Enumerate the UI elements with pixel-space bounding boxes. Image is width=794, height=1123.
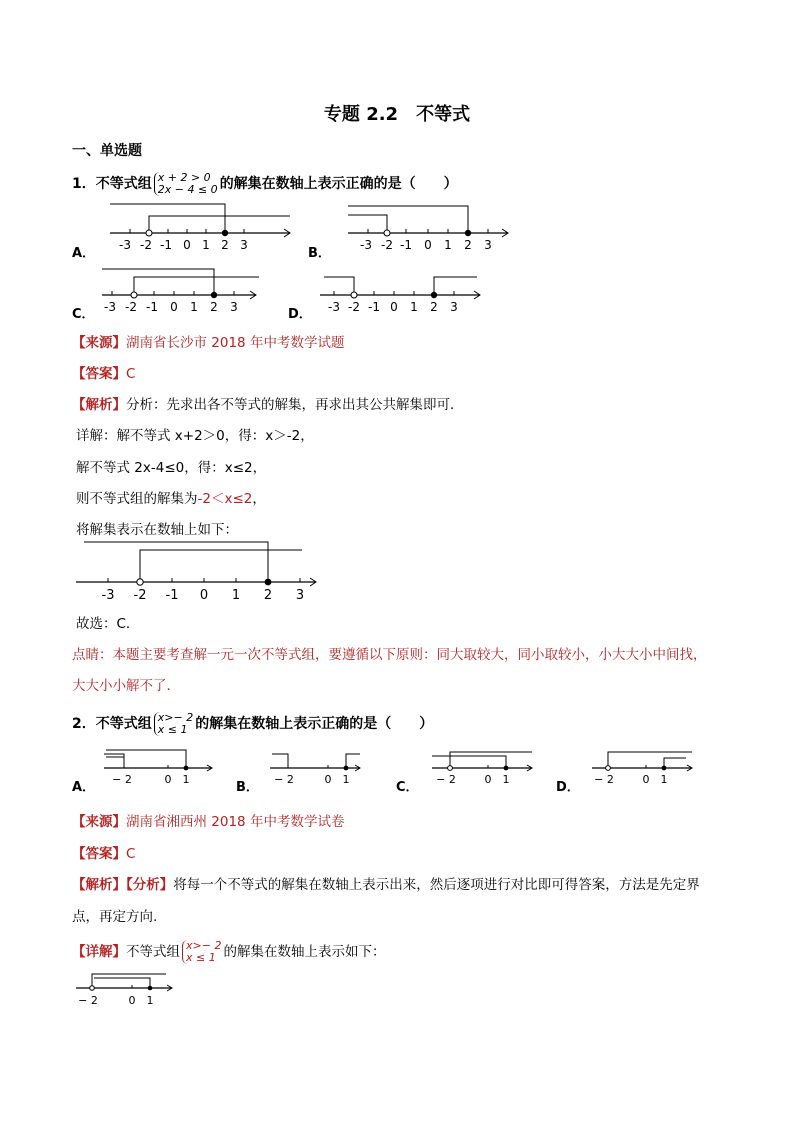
ray-left-a [104, 754, 124, 768]
detail3-c: ， [252, 491, 266, 507]
open-dot [90, 986, 95, 991]
q1-answer [72, 362, 135, 382]
tick-label: 1 [502, 773, 510, 786]
q2-source [72, 810, 344, 830]
q2-option-b-numberline [266, 742, 366, 788]
closed-dot [265, 579, 272, 586]
answer-text: C [126, 366, 136, 382]
closed-dot [344, 766, 349, 771]
tick-label: -1 [160, 238, 172, 252]
source-tag: 【来源】 [72, 335, 126, 351]
ray-right [140, 550, 302, 582]
section-heading: 一、单选题 [72, 143, 142, 159]
q1-number: 1． [72, 176, 96, 192]
ray-left [110, 204, 225, 233]
q2-number: 2． [72, 716, 96, 732]
ray-right [346, 754, 360, 768]
tick-label: 0 [642, 773, 650, 786]
q1-detail-line4: 将解集表示在数轴上如下： [76, 522, 238, 538]
tick-label: 0 [170, 300, 178, 314]
tick-label: -3 [360, 238, 372, 252]
tick-label: -1 [165, 588, 179, 603]
tick-label: -1 [368, 300, 380, 314]
answer-tag: 【答案】 [72, 366, 126, 382]
closed-dot [431, 292, 437, 298]
q2-detail-sys-line1: x>− 2 [186, 939, 222, 952]
q2-option-b-label: B． [236, 780, 259, 795]
q1-detail-line2: 解不等式 2x-4≤0，得：x≤2， [76, 460, 267, 476]
ray-left [432, 756, 506, 768]
ray-right [134, 277, 259, 295]
tick-label: -2 [140, 238, 152, 252]
tick-label: − 2 [436, 773, 456, 786]
source-text: 湖南省湘西州 2018 年中考数学试卷 [126, 814, 345, 830]
ray-right [434, 277, 477, 295]
q2-suffix: 的解集在数轴上表示正确的是（ ） [195, 716, 434, 732]
q2-detail [72, 940, 385, 964]
ray-left-b [106, 750, 186, 768]
q1-option-a-label: A． [72, 246, 96, 261]
q1-option-b-label: B． [308, 246, 331, 261]
q1-detail-line1: 详解：解不等式 x+2＞0，得：x＞-2， [76, 428, 314, 444]
tick-label: 1 [342, 773, 350, 786]
q1-option-c-numberline [94, 265, 264, 325]
detail3-a: 则不等式组的解集为 [76, 491, 198, 507]
q2-option-a-numberline [100, 742, 220, 788]
q2-sys-line1: x>− 2 [157, 711, 194, 724]
q1-analysis [72, 393, 464, 413]
q1-stem [72, 172, 458, 196]
closed-dot [662, 766, 667, 771]
detail-tag: 【详解】 [72, 944, 126, 960]
tick-label: 2 [430, 300, 438, 314]
closed-dot [222, 230, 228, 236]
open-dot [606, 766, 611, 771]
q1-sys-line2: 2x − 4 ≤ 0 [157, 183, 218, 196]
tick-label: -2 [133, 588, 147, 603]
q2-inequality-system [154, 712, 193, 736]
source-text: 湖南省长沙市 2018 年中考数学试题 [126, 335, 345, 351]
q1-prefix: 不等式组 [95, 176, 152, 192]
q1-source [72, 331, 344, 351]
analysis-text: 分析：先求出各不等式的解集，再求出其公共解集即可． [126, 397, 464, 413]
tick-label: 0 [484, 773, 492, 786]
q2-answer [72, 842, 135, 862]
q1-option-c-label: C． [72, 307, 95, 322]
detail-suffix: 的解集在数轴上表示如下： [223, 944, 386, 960]
tick-label: 3 [450, 300, 458, 314]
ray-left-closed [348, 206, 468, 233]
open-dot [448, 766, 453, 771]
tick-label: − 2 [274, 773, 294, 786]
detail3-solution: -2＜x≤2 [197, 491, 253, 507]
q2-sys-line2: x ≤ 1 [157, 723, 188, 736]
q2-option-d-label: D． [556, 780, 580, 795]
q1-option-a-numberline [100, 200, 300, 260]
tick-label: 2 [263, 588, 273, 603]
ray-left [84, 542, 268, 582]
analysis-tag: 【解析】【分析】 [72, 877, 174, 893]
tick-label: -3 [119, 238, 131, 252]
q2-detail-sys-line2: x ≤ 1 [186, 951, 216, 964]
tick-label: 1 [410, 300, 418, 314]
ray-right [92, 974, 166, 988]
q2-option-d-numberline [588, 742, 698, 788]
closed-dot [504, 766, 509, 771]
open-dot [131, 292, 137, 298]
q1-option-b-numberline [338, 200, 518, 260]
q1-inequality-system [154, 172, 218, 196]
tick-label: 0 [128, 994, 136, 1007]
tick-label: 2 [464, 238, 472, 252]
tick-label: 3 [240, 238, 248, 252]
closed-dot [148, 986, 153, 991]
tick-label: 0 [199, 588, 209, 603]
tick-label: 0 [424, 238, 432, 252]
answer-tag: 【答案】 [72, 846, 126, 862]
q2-analysis-line2: 点，再定方向. [72, 909, 158, 925]
closed-dot [211, 292, 217, 298]
analysis-text: 将每一个不等式的解集在数轴上表示出来，然后逐项进行对比即可得答案，方法是先定界 [173, 877, 700, 893]
tick-label: 0 [183, 238, 191, 252]
q1-suffix: 的解集在数轴上表示正确的是（ ） [219, 176, 458, 192]
ray-left [102, 269, 214, 295]
tick-label: 1 [444, 238, 452, 252]
detail-prefix: 不等式组 [126, 944, 180, 960]
open-dot [351, 292, 357, 298]
open-dot [384, 230, 390, 236]
ray-right [149, 216, 290, 233]
tick-label: 1 [660, 773, 668, 786]
page-title: 专题 2.2 不等式 [323, 104, 471, 125]
open-dot [137, 579, 143, 585]
tick-label: − 2 [78, 994, 98, 1007]
q2-prefix: 不等式组 [95, 716, 152, 732]
ray-right [450, 752, 532, 768]
tick-label: 1 [190, 300, 198, 314]
q1-note-line1: 点睛：本题主要考查解一元一次不等式组，要遵循以下原则：同大取较大，同小取较小，小大大小中间找， [72, 647, 707, 663]
q2-option-c-numberline [428, 742, 538, 788]
q1-sys-line1: x + 2 > 0 [157, 171, 211, 184]
q1-choose: 故选：C． [76, 616, 140, 632]
q1-solution-numberline [72, 540, 322, 604]
tick-label: -3 [101, 588, 115, 603]
tick-label: 1 [146, 994, 154, 1007]
analysis-tag: 【解析】 [72, 397, 126, 413]
tick-label: 2 [221, 238, 229, 252]
q2-detail-system [182, 940, 221, 964]
tick-label: 2 [210, 300, 218, 314]
tick-label: 0 [164, 773, 172, 786]
q2-stem [72, 712, 433, 736]
q2-analysis-line1 [72, 873, 700, 893]
tick-label: -2 [381, 238, 393, 252]
tick-label: 3 [295, 588, 305, 603]
q1-note-line2: 大大小小解不了． [72, 678, 180, 694]
tick-label: -3 [104, 300, 116, 314]
tick-label: 0 [324, 773, 332, 786]
tick-label: 0 [390, 300, 398, 314]
answer-text: C [126, 846, 136, 862]
source-tag: 【来源】 [72, 814, 126, 830]
tick-label: -3 [328, 300, 340, 314]
tick-label: 1 [182, 773, 190, 786]
tick-label: -1 [146, 300, 158, 314]
q2-solution-numberline [74, 966, 184, 1010]
tick-label: 1 [231, 588, 241, 603]
q1-option-d-label: D． [288, 307, 312, 322]
tick-label: 1 [202, 238, 210, 252]
ray-right-a [608, 752, 692, 768]
tick-label: − 2 [594, 773, 614, 786]
ray-left [94, 978, 150, 988]
tick-label: 3 [230, 300, 238, 314]
q1-detail-line3 [76, 487, 266, 507]
closed-dot [184, 766, 189, 771]
tick-label: -2 [125, 300, 137, 314]
tick-label: 3 [484, 238, 492, 252]
q2-option-a-label: A． [72, 780, 96, 795]
tick-label: -2 [348, 300, 360, 314]
q2-option-c-label: C． [396, 780, 419, 795]
tick-label: -1 [400, 238, 412, 252]
ray-left [272, 754, 288, 768]
tick-label: − 2 [112, 773, 132, 786]
q1-option-d-numberline [312, 265, 492, 325]
closed-dot [465, 230, 471, 236]
open-dot [146, 230, 152, 236]
ray-left [324, 277, 354, 295]
ray-right-b [664, 758, 686, 768]
